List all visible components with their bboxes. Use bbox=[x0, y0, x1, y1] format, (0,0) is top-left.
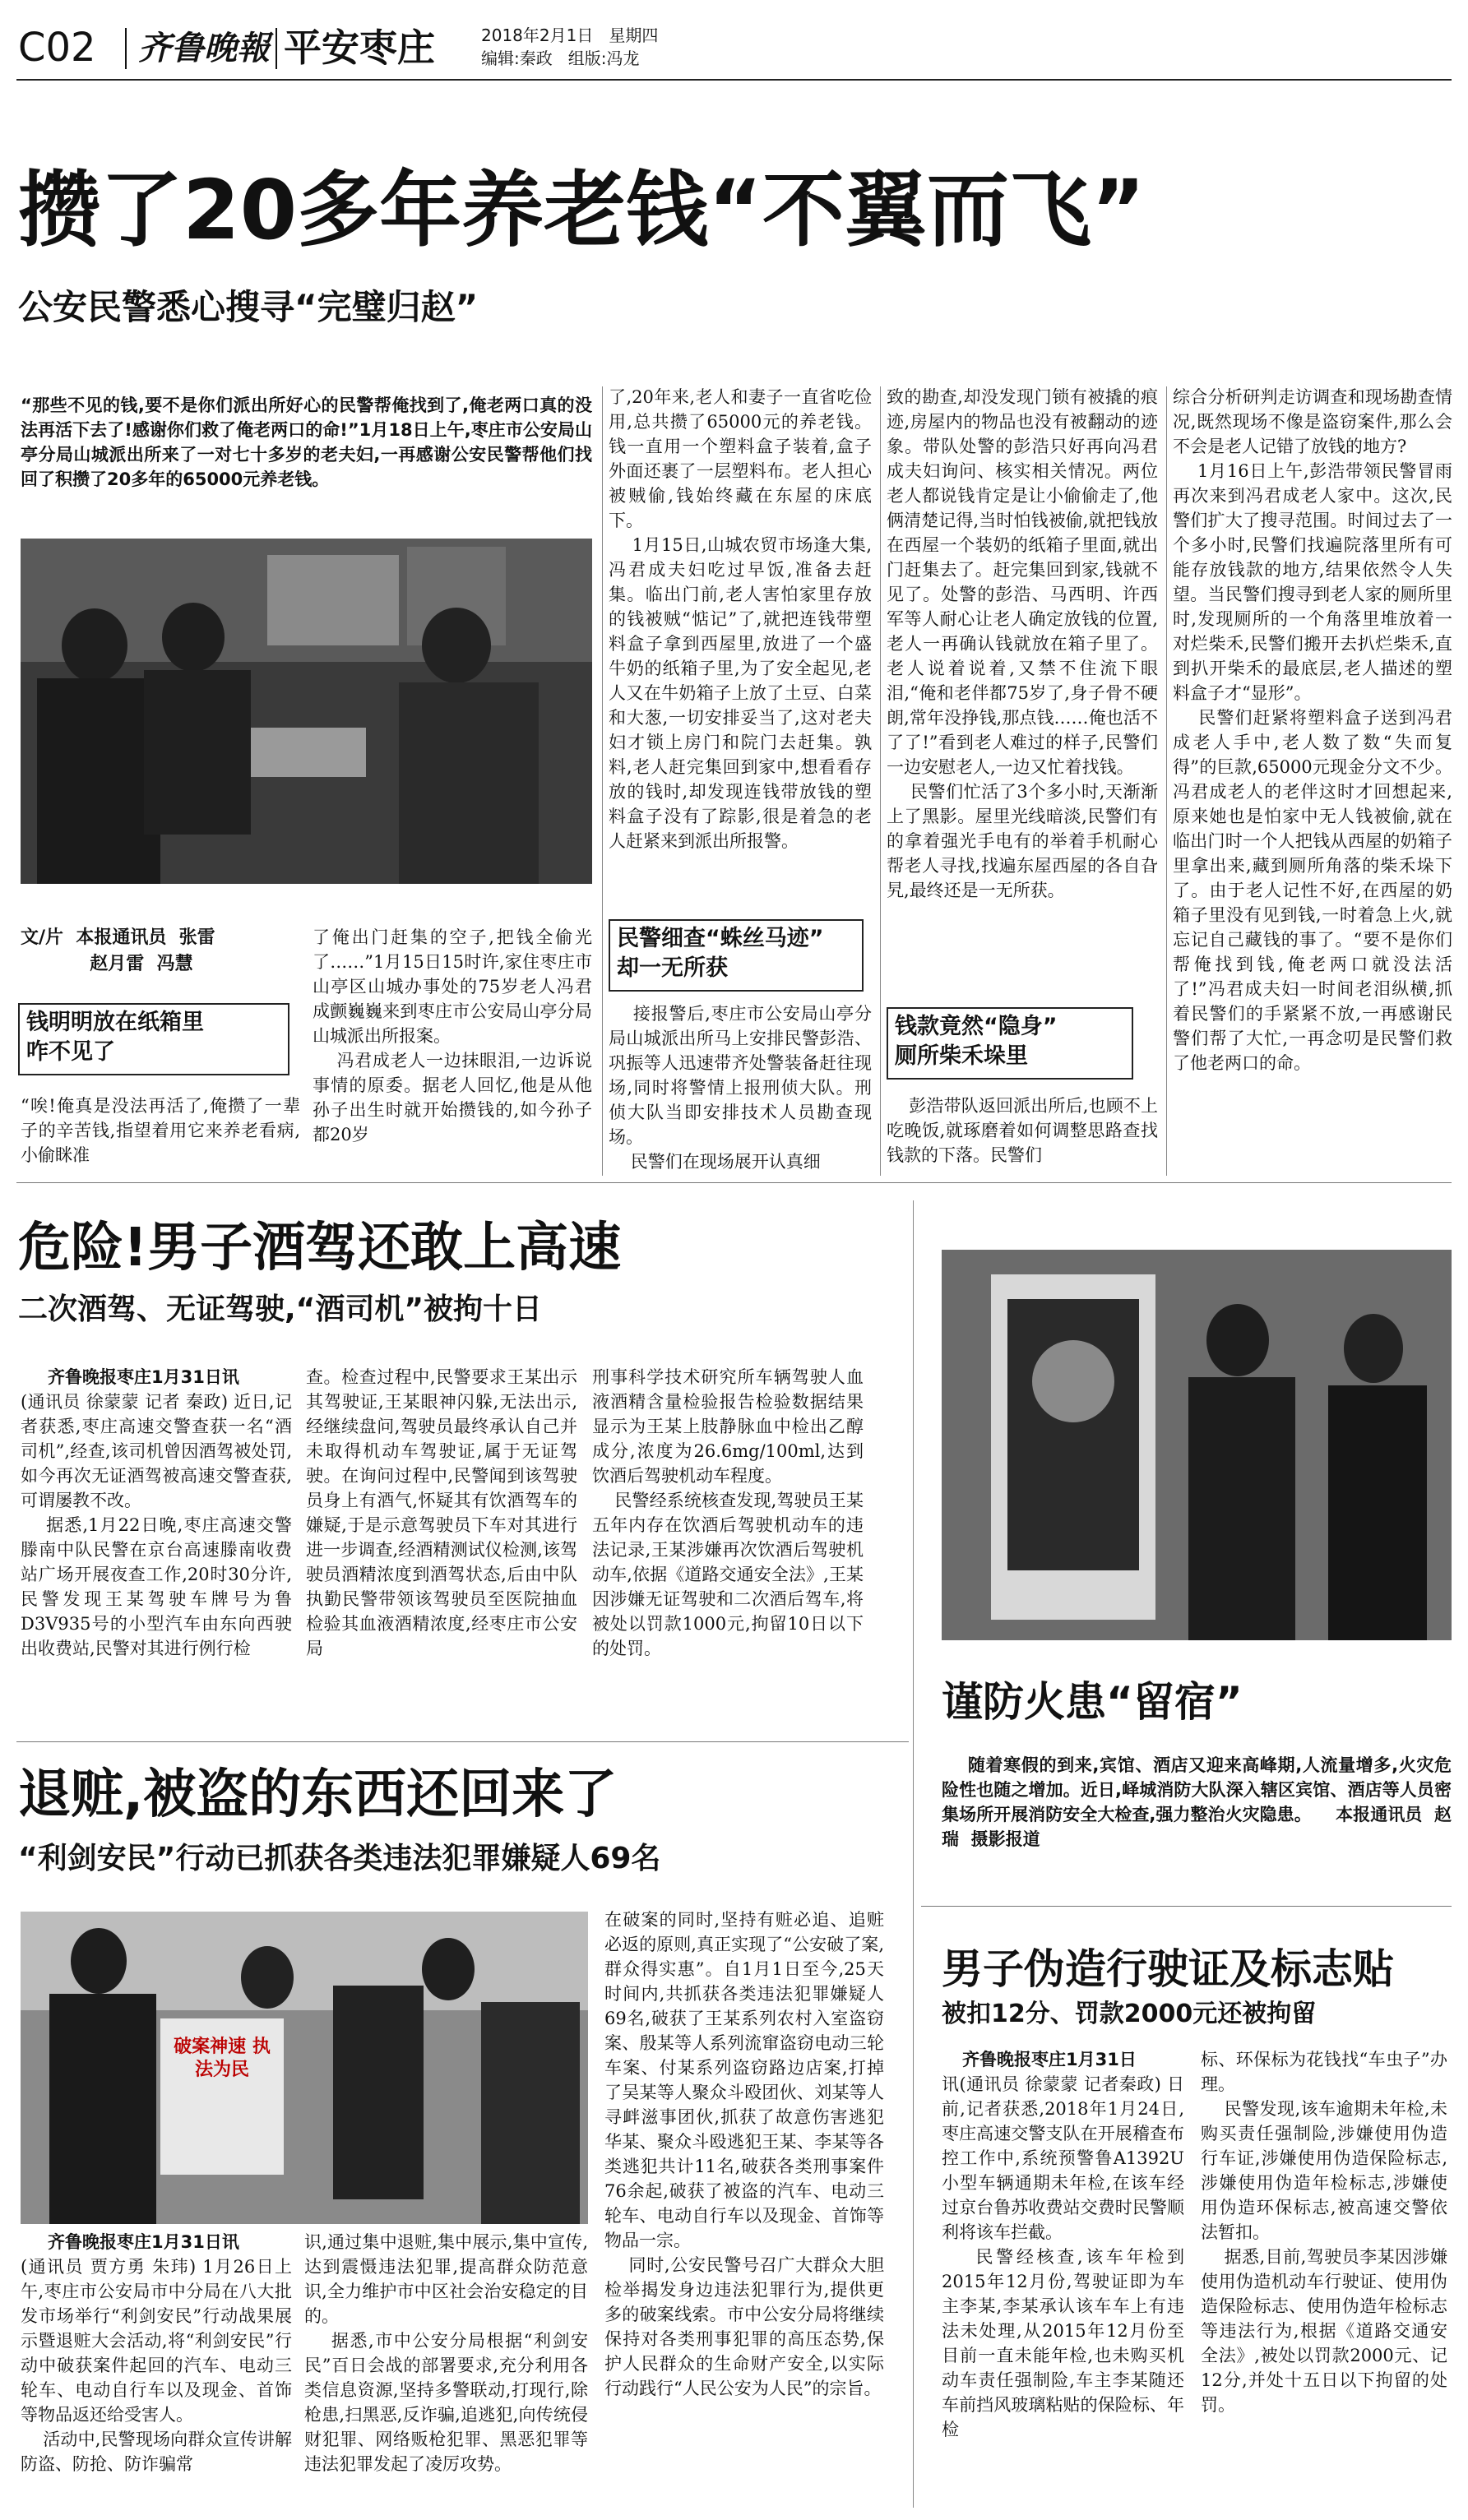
header-divider-2 bbox=[276, 28, 277, 69]
banner-text: 破案神速 执法为民 bbox=[174, 2036, 271, 2080]
editors-line: 编辑:秦政 组版:冯龙 bbox=[481, 49, 640, 68]
story1-credit: 文/片 本报通讯员 张雷 赵月雷 冯慧 bbox=[21, 927, 215, 974]
fire-caption: 随着寒假的到来,宾馆、酒店又迎来高峰期,人流量增多,火灾危险性也随之增加。近日,峄城消防大队深入辖区宾馆、酒店等人员密集场所开展消防安全大检查,强力整治火灾隐患。 本报通讯员 赵瑞 摄影报道 bbox=[942, 1755, 1452, 1849]
story3-col2: 识,通过集中退赃,集中展示,集中宣传,达到震慑违法犯罪,提高群众防范意识,全力维护市中区社会治安稳定的目的。 据悉,市中公安分局根据“利剑安民”百日会战的部署要求,充分利用各类信息资源,坚持多警联动,打现行,除枪患,扫黑恶,反诈骗,追逃犯,向传统侵财犯罪、网络贩枪犯罪、黑恶犯罪等违法犯罪发起了凌厉攻势。 bbox=[304, 2232, 588, 2474]
header-rule bbox=[16, 79, 1452, 81]
col-rule bbox=[1166, 386, 1167, 1176]
story2-subhead: 二次酒驾、无证驾驶,“酒司机”被拘十日 bbox=[18, 1292, 542, 1326]
story1-headline: 攒了20多年养老钱“不翼而飞” bbox=[18, 162, 1146, 258]
col-rule bbox=[880, 386, 881, 1176]
story1-col4: 致的勘查,却没发现门锁有被撬的痕迹,房屋内的物品也没有被翻动的迹象。带队处警的彭浩只好再向冯君成夫妇询问、核实相关情况。两位老人都说钱肯定是让小偷偷走了,他俩清楚记得,当时怕钱被偷,就把钱放在西屋一个装奶的纸箱子里面,就出门赶集去了。赶完集回到家,钱就不见了。处警的彭浩、马西明、许西军等人耐心让老人确定放钱的位置,老人一再确认钱就放在箱子里了。老人说着说着,又禁不住流下眼泪,“俺和老伴都75岁了,身子骨不硬朗,常年没挣钱,那点钱……俺也活不了了!”看到老人难过的样子,民警们一边安慰老人,一边又忙着找钱。 民警们忙活了3个多小时,天渐渐上了黑影。屋里光线暗淡,民警们有的拿着强光手电有的举着手机耐心帮老人寻找,找遍东屋西屋的各自旮旯,最终还是一无所获。 bbox=[887, 387, 1158, 900]
newspaper-logo: 齐鲁晚報 bbox=[138, 29, 270, 67]
story1-col3: 了,20年来,老人和妻子一直省吃俭用,总共攒了65000元的养老钱。钱一直用一个塑料盒子装着,盒子外面还裹了一层塑料布。老人担心被贼偷,钱始终藏在东屋的床底下。 1月15日,山城农贸市场逢大集,冯君成夫妇吃过早饭,准备去赶集。临出门前,老人害怕家里存放的钱被贼“惦记”了,就把连钱带塑料盒子拿到西屋里,放进了一个盛牛奶的纸箱子里,为了安全起见,老人又在牛奶箱子上放了土豆、白菜和大葱,一切安排妥当了,这对老夫妇才锁上房门和院门去赶集。孰料,老人赶完集回到家中,想看看存放的钱时,却发现连钱带放钱的塑料盒子没有了踪影,很是着急的老人赶紧来到派出所报警。 bbox=[609, 387, 872, 851]
fire-inspection-photo bbox=[942, 1250, 1452, 1640]
story1-photo bbox=[21, 539, 592, 884]
story4-headline: 男子伪造行驶证及标志贴 bbox=[942, 1945, 1394, 1993]
story1-col2: 了俺出门赶集的空子,把钱全偷光了……”1月15日15时许,家住枣庄市山亭区山城办事处的75岁老人冯君成颤巍巍来到枣庄市公安局山亭分局山城派出所报案。 冯君成老人一边抹眼泪,一边诉说事情的原委。据老人回忆,他是从他孙子出生时就开始攒钱的,如今孙子都20岁 bbox=[313, 927, 592, 1144]
section-rule bbox=[16, 1182, 1452, 1183]
story3-col3: 在破案的同时,坚持有赃必追、追赃必返的原则,真正实现了“公安破了案,群众得实惠”。自1月1日至今,25天时间内,共抓获各类违法犯罪嫌疑人69名,破获了王某系列农村入室盗窃案、殷某等人系列流窜盗窃电动三轮车案、付某系列盗窃路边店案,打掉了吴某等人聚众斗殴团伙、刘某等人寻衅滋事团伙,抓获了故意伤害逃犯华某、聚众斗殴逃犯王某、李某等各类逃犯共计11名,破获各类刑事案件76余起,破获了被盗的汽车、电动三轮车、电动自行车以及现金、首饰等物品一宗。 同时,公安民警号召广大群众大胆检举揭发身边违法犯罪行为,提供更多的破案线索。市中公安分局将继续保持对各类刑事犯罪的高压态势,保护人民群众的生命财产安全,以实际行动践行“人民公安为人民”的宗旨。 bbox=[604, 1910, 884, 2398]
story3-col1: (通讯员 贾方勇 朱玮) 1月26日上午,枣庄市公安局市中分局在八大批发市场举行“利剑安民”行动战果展示暨退赃大会活动,将“利剑安民”行动中破获案件起回的汽车、电动三轮车、电动自行车以及现金、首饰等物品返还给受害人。 活动中,民警现场向群众宣传讲解防盗、防抢、防诈骗常 bbox=[21, 2257, 292, 2474]
story1-col3b: 接报警后,枣庄市公安局山亭分局山城派出所马上安排民警彭浩、巩振等人迅速带齐处警装备赶往现场,同时将警情上报刑侦大队。刑侦大队当即安排技术人员勘查现场。 民警们在现场展开认真细 bbox=[609, 1004, 872, 1172]
stolen-goods-return-photo bbox=[21, 1912, 588, 2224]
story1-col4b: 彭浩带队返回派出所后,也顾不上吃晚饭,就琢磨着如何调整思路查找钱款的下落。民警们 bbox=[887, 1096, 1158, 1165]
story2-headline: 危险!男子酒驾还敢上高速 bbox=[18, 1218, 622, 1278]
col-rule bbox=[913, 1200, 914, 2508]
story2-col1: (通讯员 徐蒙蒙 记者 秦政) 近日,记者获悉,枣庄高速交警查获一名“酒司机”,经查,该司机曾因酒驾被处罚,如今再次无证酒驾被高速交警查获,可谓屡教不改。 据悉,1月22日晚,枣庄高速交警滕南中队民警在京台高速滕南收费站广场开展夜查工作,20时30分许,民警发现王某驾驶车牌号为鲁D3V935号的小型汽车由东向西驶出收费站,民警对其进行例行检 bbox=[21, 1392, 292, 1658]
story4-subhead: 被扣12分、罚款2000元还被拘留 bbox=[942, 2000, 1317, 2028]
story3-subhead: “利剑安民”行动已抓获各类违法犯罪嫌疑人69名 bbox=[18, 1842, 661, 1875]
story3-byline: 齐鲁晚报枣庄1月31日讯 bbox=[48, 2232, 239, 2252]
fire-safety-photo bbox=[942, 1250, 1452, 1640]
fire-title: 谨防火患“留宿” bbox=[942, 1678, 1243, 1726]
story2-col3: 刑事科学技术研究所车辆驾驶人血液酒精含量检验报告检验数据结果显示为王某上肢静脉血中检出乙醇成分,浓度为26.6mg/100ml,达到饮酒后驾驶机动车程度。 民警经系统核查发现,驾驶员王某五年内存在饮酒后驾驶机动车的违法记录,王某涉嫌再次饮酒后驾驶机动车,依据《道路交通安全法》,王某因涉嫌无证驾驶和二次酒后驾车,将被处以罚款1000元,拘留10日以下的处罚。 bbox=[592, 1367, 864, 1658]
section-rule bbox=[921, 1906, 1452, 1907]
header-divider bbox=[125, 28, 127, 69]
story1-lead: “那些不见的钱,要不是你们派出所好心的民警帮俺找到了,俺老两口真的没法再活下去了!感谢你们救了俺老两口的命!”1月18日上午,枣庄市公安局山亭分局山城派出所来了一对七十多岁的老夫妇,一再感谢公安民警帮他们找回了积攒了20多年的65000元养老钱。 bbox=[21, 395, 592, 489]
story3-headline: 退赃,被盗的东西还回来了 bbox=[18, 1764, 618, 1825]
story1-box-1: 钱明明放在纸箱里 咋不见了 bbox=[18, 1003, 289, 1075]
story1-box-2: 民警细查“蛛丝马迹” 却一无所获 bbox=[609, 919, 864, 992]
page-number: C02 bbox=[18, 25, 96, 71]
story1-col1: “唉!俺真是没法再活了,俺攒了一辈子的辛苦钱,指望着用它来养老看病,小偷眯准 bbox=[21, 1096, 300, 1165]
story2-byline: 齐鲁晚报枣庄1月31日讯 bbox=[48, 1367, 239, 1387]
story4-col1: 讯(通讯员 徐蒙蒙 记者秦政) 日前,记者获悉,2018年1月24日,枣庄高速交警支队在开展稽查布控工作中,系统预警鲁A1392U小型车辆通期未年检,在该车经过京台鲁苏收费站交费时民警顺利将该车拦截。 民警经核查,该车年检到2015年12月份,驾驶证即为车主李某,李某承认该车车上有违法未处理,从2015年12月份至目前一直未能年检,也未购买机动车责任强制险,车主李某随还车前挡风玻璃粘贴的保险标、年检 bbox=[942, 2074, 1184, 2439]
story1-subhead: 公安民警悉心搜寻“完璧归赵” bbox=[18, 287, 479, 327]
section-rule bbox=[16, 1741, 909, 1742]
story3-photo bbox=[21, 1912, 588, 2224]
story1-box-3: 钱款竟然“隐身” 厕所柴禾垛里 bbox=[887, 1007, 1133, 1080]
story2-col2: 查。检查过程中,民警要求王某出示其驾驶证,王某眼神闪躲,无法出示,经继续盘问,驾驶员最终承认自己并未取得机动车驾驶证,属于无证驾驶。在询问过程中,民警闻到该驾驶员身上有酒气,怀疑其有饮酒驾车的嫌疑,于是示意驾驶员下车对其进行进一步调查,经酒精测试仪检测,该驾驶员酒精浓度到酒驾状态,后由中队执勤民警带领该驾驶员至医院抽血检验其血液酒精浓度,经枣庄市公安局 bbox=[306, 1367, 577, 1658]
story4-col2: 标、环保标为花钱找“车虫子”办理。 民警发现,该车逾期未年检,未购买责任强制险,涉嫌使用伪造行车证,涉嫌使用伪造保险标志,涉嫌使用伪造年检标志,涉嫌使用伪造环保标志,被高速交警依法暂扣。 据悉,目前,驾驶员李某因涉嫌使用伪造机动车行驶证、使用伪造保险标志、使用伪造年检标志等违法行为,根据《道路交通安全法》,被处以罚款2000元、记12分,并处十五日以下拘留的处罚。 bbox=[1201, 2050, 1447, 2415]
story1-col5: 综合分析研判走访调查和现场勘查情况,既然现场不像是盗窃案件,那么会不会是老人记错了放钱的地方? 1月16日上午,彭浩带领民警冒雨再次来到冯君成老人家中。这次,民警们扩大了搜寻范围。时间过去了一个多小时,民警们找遍院落里所有可能存放钱款的地方,结果依然令人失望。当民警们搜寻到老人家的厕所里时,发现厕所的一个角落里堆放着一对烂柴禾,民警们搬开去扒烂柴禾,直到扒开柴禾的最底层,老人描述的塑料盒子才“显形”。 民警们赶紧将塑料盒子送到冯君成老人手中,老人数了数“失而复得”的巨款,65000元现金分文不少。冯君成老人的老伴这时才回想起来,原来她也是怕家中无人钱被偷,就在临出门时一个人把钱从西屋的奶箱子里拿出来,藏到厕所角落的柴禾垛下了。由于老人记性不好,在西屋的奶箱子里没有见到钱,一时着急上火,就忘记自己藏钱的事了。“要不是你们帮俺找到钱,俺老两口就没法活了!”冯君成夫妇一时间老泪纵横,抓着民警们的手紧紧不放,一再感谢民警们帮了大忙,一再念叨是民警们救了他老两口的命。 bbox=[1173, 387, 1452, 1073]
story4-byline: 齐鲁晚报枣庄1月31日 bbox=[962, 2050, 1137, 2069]
col-rule bbox=[602, 386, 603, 1176]
police-visit-photo bbox=[21, 539, 592, 884]
section-name: 平安枣庄 bbox=[284, 25, 435, 70]
date-line: 2018年2月1日 星期四 bbox=[481, 25, 659, 45]
